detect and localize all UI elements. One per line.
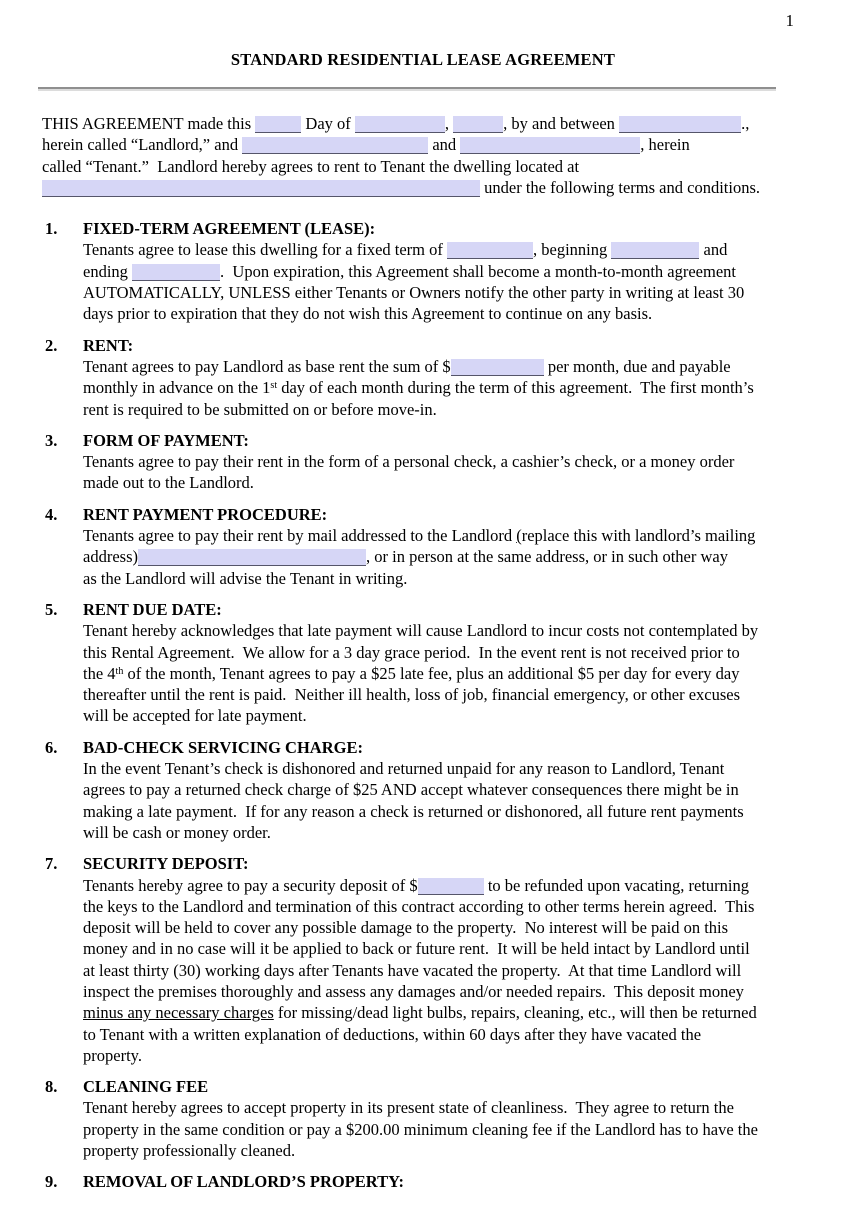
text-line: property in the same condition or pay a $200.00 minimum cleaning fee if the Landlord has to have the bbox=[83, 1119, 758, 1139]
text-line: Tenants agree to lease this dwelling for a fixed term of , beginning and bbox=[83, 240, 728, 260]
text-line: the 4th of the month, Tenant agrees to pay a $25 late fee, plus an additional $5 per day for every day bbox=[83, 663, 740, 683]
text-line: Tenants agree to pay their rent in the form of a personal check, a cashier’s check, or a money order bbox=[83, 452, 735, 472]
text-line: inspect the premises thoroughly and assess any damages and/or needed repairs. This deposit money bbox=[83, 981, 744, 1001]
section-9 bbox=[45, 1171, 830, 1192]
section-number: 2. bbox=[45, 335, 58, 355]
text-line: made out to the Landlord. bbox=[83, 473, 254, 493]
ordinal-suffix: th bbox=[115, 665, 124, 677]
section-number: 6. bbox=[45, 737, 58, 757]
text-line: thereafter until the rent is paid. Neither ill health, loss of job, financial emergency, or other excuses bbox=[83, 685, 741, 705]
text-line: rent is required to be submitted on or before move-in. bbox=[83, 399, 437, 419]
section-number: 8. bbox=[45, 1077, 58, 1097]
text-line: to Tenant with a written explanation of deductions, within 60 days after they have vacated the bbox=[83, 1024, 702, 1044]
text-line: property. bbox=[83, 1045, 142, 1065]
section-number: 5. bbox=[45, 599, 58, 619]
section-heading: FORM OF PAYMENT: bbox=[83, 430, 249, 450]
text-line: Tenant hereby acknowledges that late payment will cause Landlord to incur costs not contemplated by bbox=[83, 621, 759, 641]
section-number: 4. bbox=[45, 504, 58, 524]
section-heading: RENT DUE DATE: bbox=[83, 599, 222, 619]
text-line: agrees to pay a returned check charge of $25 AND accept whatever consequences there might be in bbox=[83, 780, 739, 800]
section-8 bbox=[45, 1076, 830, 1161]
text-line: minus any necessary charges for missing/dead light bulbs, repairs, cleaning, etc., will then be returned bbox=[83, 1003, 757, 1023]
form-field-blank[interactable] bbox=[42, 180, 480, 197]
form-field-blank[interactable] bbox=[619, 116, 741, 133]
text-line: ending . Upon expiration, this Agreement shall become a month-to-month agreement bbox=[83, 261, 736, 281]
section-content bbox=[83, 1076, 830, 1161]
form-field-blank[interactable] bbox=[447, 242, 533, 259]
text-line: under the following terms and conditions. bbox=[42, 177, 826, 198]
text-line: THIS AGREEMENT made this Day of , , by and between ., bbox=[42, 114, 750, 133]
form-field-blank[interactable] bbox=[138, 549, 366, 566]
section-4 bbox=[45, 504, 830, 589]
section-number: 3. bbox=[45, 430, 58, 450]
section-content bbox=[83, 737, 830, 843]
text-line: called “Tenant.” Landlord hereby agrees to rent to Tenant the dwelling located at bbox=[42, 156, 580, 176]
text-line: will be cash or money order. bbox=[83, 822, 271, 842]
text-line: will be accepted for late payment. bbox=[83, 706, 307, 726]
form-field-blank[interactable] bbox=[132, 264, 220, 281]
text-line: the keys to the Landlord and termination of this contract according to other terms herein agreed. This bbox=[83, 896, 755, 916]
section-heading: BAD-CHECK SERVICING CHARGE: bbox=[83, 737, 363, 757]
form-field-blank[interactable] bbox=[242, 137, 428, 154]
section-7 bbox=[45, 853, 830, 1066]
section-heading: CLEANING FEE bbox=[83, 1077, 209, 1097]
form-field-blank[interactable] bbox=[451, 359, 544, 376]
title-divider bbox=[38, 87, 776, 89]
section-content bbox=[83, 218, 830, 324]
form-field-blank[interactable] bbox=[611, 242, 699, 259]
intro-paragraph bbox=[42, 113, 826, 198]
section-content bbox=[83, 1171, 830, 1192]
text-line: AUTOMATICALLY, UNLESS either Tenants or Owners notify the other party in writing at least 30 bbox=[83, 283, 745, 303]
section-content bbox=[83, 853, 830, 1066]
text-line: Tenants agree to pay their rent by mail addressed to the Landlord (replace this with landlord’s mailing bbox=[83, 526, 756, 546]
underlined-text: minus any necessary charges bbox=[83, 1003, 274, 1023]
section-3 bbox=[45, 430, 830, 494]
text-line: Tenant hereby agrees to accept property in its present state of cleanliness. They agree to return the bbox=[83, 1098, 734, 1118]
form-field-blank[interactable] bbox=[418, 878, 484, 895]
section-number: 9. bbox=[45, 1172, 58, 1192]
section-heading: REMOVAL OF LANDLORD’S PROPERTY: bbox=[83, 1172, 405, 1192]
section-content bbox=[83, 599, 830, 727]
document-title: STANDARD RESIDENTIAL LEASE AGREEMENT bbox=[230, 50, 616, 69]
section-heading: SECURITY DEPOSIT: bbox=[83, 854, 249, 874]
ordinal-suffix: st bbox=[270, 380, 278, 392]
form-field-blank[interactable] bbox=[460, 137, 640, 154]
text-line: address) , or in person at the same address, or in such other way bbox=[83, 547, 728, 567]
text-line: herein called “Landlord,” and and , herein bbox=[42, 135, 690, 155]
text-line: as the Landlord will advise the Tenant in writing. bbox=[83, 568, 408, 588]
text-line: In the event Tenant’s check is dishonored and returned unpaid for any reason to Landlord, Tenant bbox=[83, 759, 725, 779]
section-content bbox=[83, 504, 830, 589]
text-line: property professionally cleaned. bbox=[83, 1141, 296, 1161]
underlined-text: ( bbox=[516, 526, 522, 546]
form-field-blank[interactable] bbox=[355, 116, 445, 133]
text-line: making a late payment. If for any reason a check is returned or dishonored, all future rent payments bbox=[83, 801, 744, 821]
text-line: Tenant agrees to pay Landlord as base rent the sum of $ per month, due and payable bbox=[83, 356, 731, 376]
section-5 bbox=[45, 599, 830, 727]
form-field-blank[interactable] bbox=[255, 116, 301, 133]
section-number: 7. bbox=[45, 854, 58, 874]
page-number: 1 bbox=[785, 11, 794, 30]
section-heading: RENT: bbox=[83, 335, 134, 355]
text-line: at least thirty (30) working days after Tenants have vacated the property. At that time Landlord will bbox=[83, 960, 742, 980]
text-line: days prior to expiration that they do not wish this Agreement to continue on any basis. bbox=[83, 304, 653, 324]
section-content bbox=[83, 335, 830, 420]
form-field-blank[interactable] bbox=[453, 116, 503, 133]
sections-list bbox=[0, 218, 846, 1192]
section-heading: FIXED-TERM AGREEMENT (LEASE): bbox=[83, 219, 376, 239]
text-line: monthly in advance on the 1st day of each month during the term of this agreement. The first month’s bbox=[83, 378, 754, 398]
section-number: 1. bbox=[45, 219, 58, 239]
section-6 bbox=[45, 737, 830, 843]
text-line: money and in no case will it be applied to back or future rent. It will be held intact by Landlord until bbox=[83, 939, 750, 959]
section-1 bbox=[45, 218, 830, 324]
text-line: deposit will be held to cover any possible damage to the property. No interest will be paid on this bbox=[83, 918, 729, 938]
section-content bbox=[83, 430, 830, 494]
text-line: Tenants hereby agree to pay a security deposit of $ to be refunded upon vacating, returning bbox=[83, 875, 749, 895]
text-line: this Rental Agreement. We allow for a 3 day grace period. In the event rent is not received prior to bbox=[83, 642, 740, 662]
section-2 bbox=[45, 335, 830, 420]
section-heading: RENT PAYMENT PROCEDURE: bbox=[83, 504, 328, 524]
